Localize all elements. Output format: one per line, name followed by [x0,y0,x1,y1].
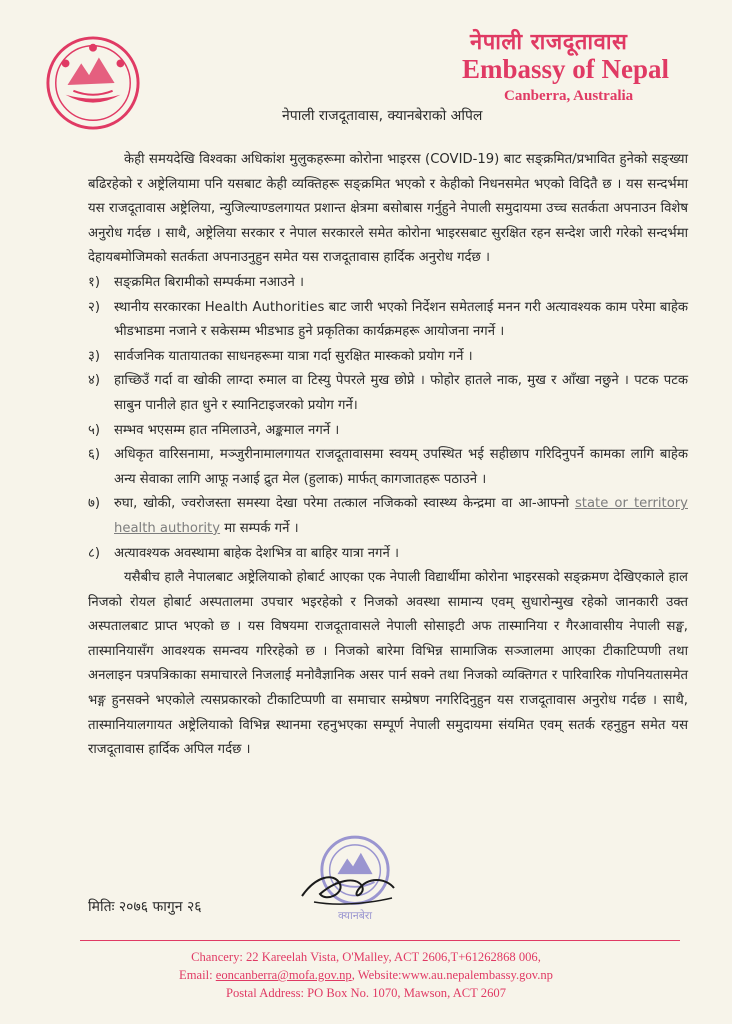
email-link[interactable]: eoncanberra@mofa.gov.np [215,968,352,982]
embassy-name-english: Embassy of Nepal [462,54,670,84]
letter-subject: नेपाली राजदूतावास, क्यानबेराको अपिल [282,108,483,124]
item-number: १) [88,274,101,290]
letter-body [88,148,688,763]
embassy-location: Canberra, Australia [504,88,634,104]
health-authority-link[interactable]: state or territory health authority [114,496,688,536]
item-text: सङ्क्रमित बिरामीको सम्पर्कमा नआउने । [114,274,305,290]
website-text: , Website:www.au.nepalembassy.gov.np [351,968,553,982]
item-text-pre: रुघा, खोकी, ज्वरोजस्ता समस्या देखा परेमा तत्काल नजिकको स्वास्थ्य केन्द्रमा वा आ-आफ्नो [114,496,575,512]
signature [296,862,406,912]
item-number: ३) [88,348,101,364]
contact-line [0,966,732,984]
list-item [88,296,688,345]
postal-address: Postal Address: PO Box No. 1070, Mawson, ACT 2607 [225,986,506,1000]
embassy-name-nepali: नेपाली राजदूतावास [470,30,628,55]
item-number: २) [88,299,101,315]
item-number: ८) [88,545,101,561]
item-text: सार्वजनिक यातायातका साधनहरूमा यात्रा गर्दा सुरक्षित मास्कको प्रयोग गर्ने । [114,348,473,364]
item-text: अधिकृत वारिसनामा, मञ्जुरीनामालगायत राजदूतावासमा स्वयम् उपस्थित भई सहीछाप गरिदिनुपर्ने कामका लागि बाहेक अन्य सेवाका लागि आफू नआई द्रुत मेल (हुलाक) मार्फत् कागजातहरू पठाउने । [114,447,688,487]
list-item [88,419,688,444]
list-item [88,542,688,567]
list-item [88,271,688,296]
list-item [88,369,688,418]
item-text-post: मा सम्पर्क गर्ने । [220,520,299,536]
footer-divider [80,940,680,941]
item-text: स्थानीय सरकारका Health Authorities बाट जारी भएको निर्देशन समेतलाई मनन गरी अत्यावश्यक काम परेमा बाहेक भीडभाडमा नजाने र सकेसम्म भीडभाड हुने प्रकृतिका कार्यक्रमहरू आयोजना नगर्ने । [114,299,688,340]
letter-date: मितिः २०७६ फागुन २६ [88,899,202,915]
closing-paragraph: यसैबीच हालै नेपालबाट अष्ट्रेलियाको होबार्ट आएका एक नेपाली विद्यार्थीमा कोरोना भाइरसको सङ्क्रमण देखिएकाले हाल निजको रोयल होबार्ट अस्पतालमा उपचार भइरहेको र निजको अवस्था सामान्य एवम् सुधारोन्मुख रहेको जानकारी उक्त अस्पतालबाट प्राप्त भएको छ । यस विषयमा राजदूतावासले नेपाली सोसाइटी अफ तास्मानिया र गैरआवासीय नेपाली सङ्घ, तास्मानियासँग आवश्यक समन्वय गरिरहेको छ । निजको बारेमा विभिन्न सामाजिक सञ्जालमा आएका टीकाटिप्पणी तथा अनलाइन पत्रपत्रिकाका समाचारले निजलाई मनोवैज्ञानिक असर पार्न सक्ने तथा निजको व्यक्तिगत र पारिवारिक गोपनियतासमेत भङ्ग हुनसक्ने भएकोले त्यसप्रकारको टीकाटिप्पणी वा समाचार सम्प्रेषण नगरिदिनुहुन यस राजदूतावास अनुरोध गर्दछ । साथै, तास्मानियालगायत अष्ट्रेलियाको विभिन्न स्थानमा रहनुभएका सम्पूर्ण नेपाली समुदायमा संयमित एवम् सतर्क रहनुहुन समेत यस राजदूतावास हार्दिक अपिल गर्दछ । [88,570,688,758]
intro-paragraph: केही समयदेखि विश्वका अधिकांश मुलुकहरूमा कोरोना भाइरस (COVID-19) बाट सङ्क्रमित/प्रभावित हुनेको सङ्ख्या बढिरहेको र अष्ट्रेलियामा पनि यसबाट केही व्यक्तिहरू सङ्क्रमित भएको र केहीको निधनसमेत भएको विदितै छ । यस सन्दर्भमा यस राजदूतावास अष्ट्रेलिया, न्युजिल्याण्डलगायत प्रशान्त क्षेत्रमा बसोबास गर्नुहुने नेपाली समुदायमा उच्च सतर्कता अपनाउन विशेष अनुरोध गर्दछ । साथै, अष्ट्रेलिया सरकार र नेपाल सरकारले समेत कोरोना भाइरसबाट सुरक्षित रहन सन्देश जारी गरेको सन्दर्भमा देहायबमोजिमको सतर्कता अपनाउनुहुन समेत यस राजदूतावास हार्दिक अनुरोध गर्दछ । [88,152,688,266]
item-number: ४) [88,373,101,389]
letter-footer [0,948,732,1002]
email-label: Email: [179,968,216,982]
chancery-address: Chancery: 22 Kareelah Vista, O'Malley, ACT 2606,T+61262868 006, [191,950,541,964]
item-number: ५) [88,422,101,438]
item-text [114,492,688,541]
list-item [88,345,688,370]
embassy-emblem [44,34,142,132]
seal-text: क्यानबेरा [338,909,372,922]
list-item [88,492,688,541]
item-text: सम्भव भएसम्म हात नमिलाउने, अङ्कमाल नगर्ने । [114,422,340,438]
item-text: हाच्छिउँ गर्दा वा खोकी लाग्दा रुमाल वा टिस्यु पेपरले मुख छोप्ने । फोहोर हातले नाक, मुख र आँखा नछुने । पटक पटक साबुन पानीले हात धुने र स्यानिटाइजरको प्रयोग गर्ने। [114,373,688,413]
list-item [88,443,688,492]
item-number: ६) [88,447,101,463]
item-text: अत्यावश्यक अवस्थामा बाहेक देशभित्र वा बाहिर यात्रा नगर्ने । [114,545,399,561]
item-number: ७) [88,496,101,512]
